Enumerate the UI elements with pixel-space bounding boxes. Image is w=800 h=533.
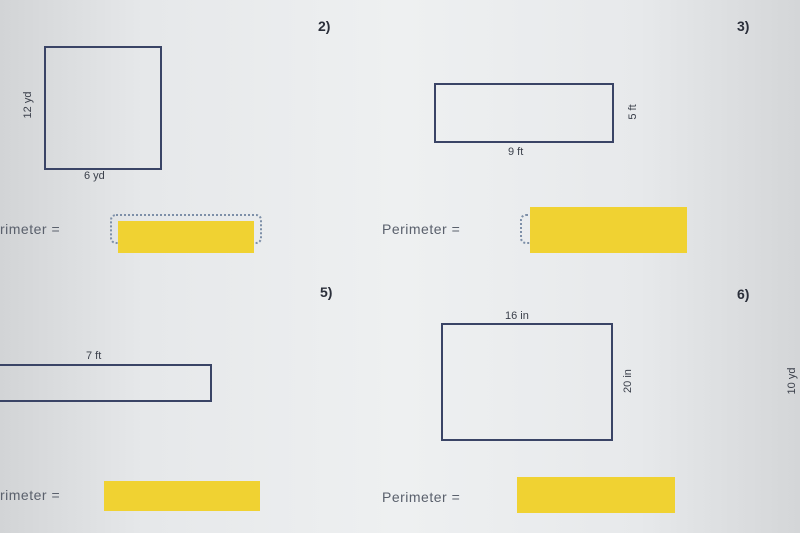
problem-2-perimeter-label: Perimeter = (382, 221, 461, 237)
problem-5-answer-input[interactable] (517, 477, 675, 513)
problem-5-rectangle (441, 323, 613, 441)
problem-4-answer-input[interactable] (104, 481, 260, 511)
problem-2-bottom-label: 9 ft (508, 146, 524, 158)
problem-5-top-label: 16 in (505, 310, 529, 322)
problem-2-number: 2) (318, 18, 331, 34)
problem-2-answer-input[interactable] (530, 207, 687, 253)
problem-5-number: 5) (320, 284, 333, 300)
problem-1-perimeter-label: rimeter = (0, 221, 61, 237)
problem-3-number: 3) (737, 18, 750, 34)
problem-6-number: 6) (737, 286, 750, 302)
problem-5-perimeter-label: Perimeter = (382, 489, 461, 505)
problem-4-rectangle (0, 364, 212, 402)
problem-1-rectangle (44, 46, 162, 170)
problem-1-bottom-label: 6 yd (84, 170, 105, 182)
problem-1-answer-input[interactable] (118, 221, 254, 253)
problem-5-side-label: 20 in (622, 369, 634, 393)
problem-2-side-label: 5 ft (627, 104, 639, 120)
problem-4-perimeter-label: rimeter = (0, 487, 61, 503)
problem-2-rectangle (434, 83, 614, 143)
problem-1-side-label: 12 yd (22, 91, 34, 119)
problem-6-side-label: 10 yd (786, 367, 798, 395)
problem-4-top-label: 7 ft (86, 350, 102, 362)
